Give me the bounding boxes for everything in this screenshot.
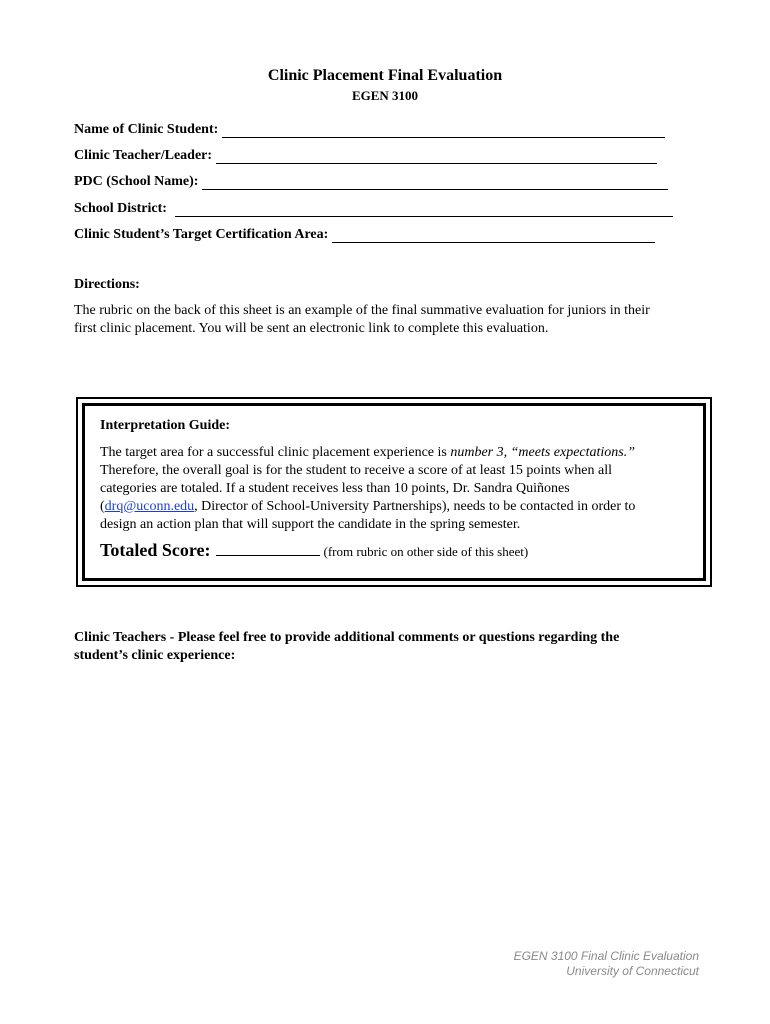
- footer-line: EGEN 3100 Final Clinic Evaluation: [513, 949, 699, 963]
- guide-line-text: , Director of School-University Partnerships), needs to be contacted in order to: [194, 499, 636, 514]
- directions-line: The rubric on the back of this sheet is an example of the final summative evaluation for juniors in their: [74, 303, 650, 318]
- totaled-score-row: [100, 540, 528, 561]
- district-label: School District:: [74, 201, 167, 216]
- paren-open: (: [100, 499, 105, 514]
- guide-line-text: The target area for a successful clinic placement experience is: [100, 445, 451, 460]
- pdc-field: [74, 174, 668, 190]
- pdc-label: PDC (School Name):: [74, 174, 199, 189]
- guide-emphasis: number 3, “meets expectations.”: [450, 445, 636, 460]
- district-blank[interactable]: [175, 202, 673, 217]
- guide-line: Therefore, the overall goal is for the student to receive a score of at least 15 points when all: [100, 463, 612, 478]
- totaled-score-label: Totaled Score:: [100, 540, 211, 560]
- directions-text: [74, 302, 704, 338]
- teacher-leader-field: [74, 148, 657, 164]
- guide-line: [100, 498, 690, 516]
- comments-prompt: [74, 629, 694, 665]
- district-field: [74, 201, 673, 217]
- cert-area-field: [74, 227, 655, 243]
- student-name-blank[interactable]: [222, 123, 665, 138]
- pdc-blank[interactable]: [202, 175, 668, 190]
- email-link[interactable]: drq@uconn.edu: [104, 499, 195, 514]
- directions-heading: Directions:: [74, 277, 140, 292]
- comments-line: student’s clinic experience:: [74, 648, 236, 663]
- page-footer: [514, 949, 699, 979]
- guide-heading: Interpretation Guide:: [100, 418, 231, 433]
- directions-line: first clinic placement. You will be sent an electronic link to complete this evaluation.: [74, 321, 549, 336]
- totaled-score-note: (from rubric on other side of this sheet): [323, 544, 529, 559]
- guide-line: categories are totaled. If a student receives less than 10 points, Dr. Sandra Quiñones: [100, 481, 570, 496]
- guide-line: design an action plan that will support the candidate in the spring semester.: [100, 517, 521, 532]
- cert-area-label: Clinic Student’s Target Certification Area:: [74, 227, 329, 242]
- document-title: Clinic Placement Final Evaluation: [267, 67, 503, 84]
- teacher-leader-blank[interactable]: [216, 149, 657, 164]
- course-code: EGEN 3100: [351, 88, 419, 103]
- guide-text: [100, 444, 690, 534]
- comments-line: Clinic Teachers - Please feel free to provide additional comments or questions regarding the: [74, 630, 620, 645]
- student-name-field: [74, 122, 665, 138]
- footer-line: University of Connecticut: [566, 964, 699, 978]
- student-name-label: Name of Clinic Student:: [74, 122, 219, 137]
- totaled-score-blank[interactable]: [216, 541, 320, 556]
- teacher-leader-label: Clinic Teacher/Leader:: [74, 148, 213, 163]
- cert-area-blank[interactable]: [332, 228, 655, 243]
- guide-line: [100, 444, 690, 462]
